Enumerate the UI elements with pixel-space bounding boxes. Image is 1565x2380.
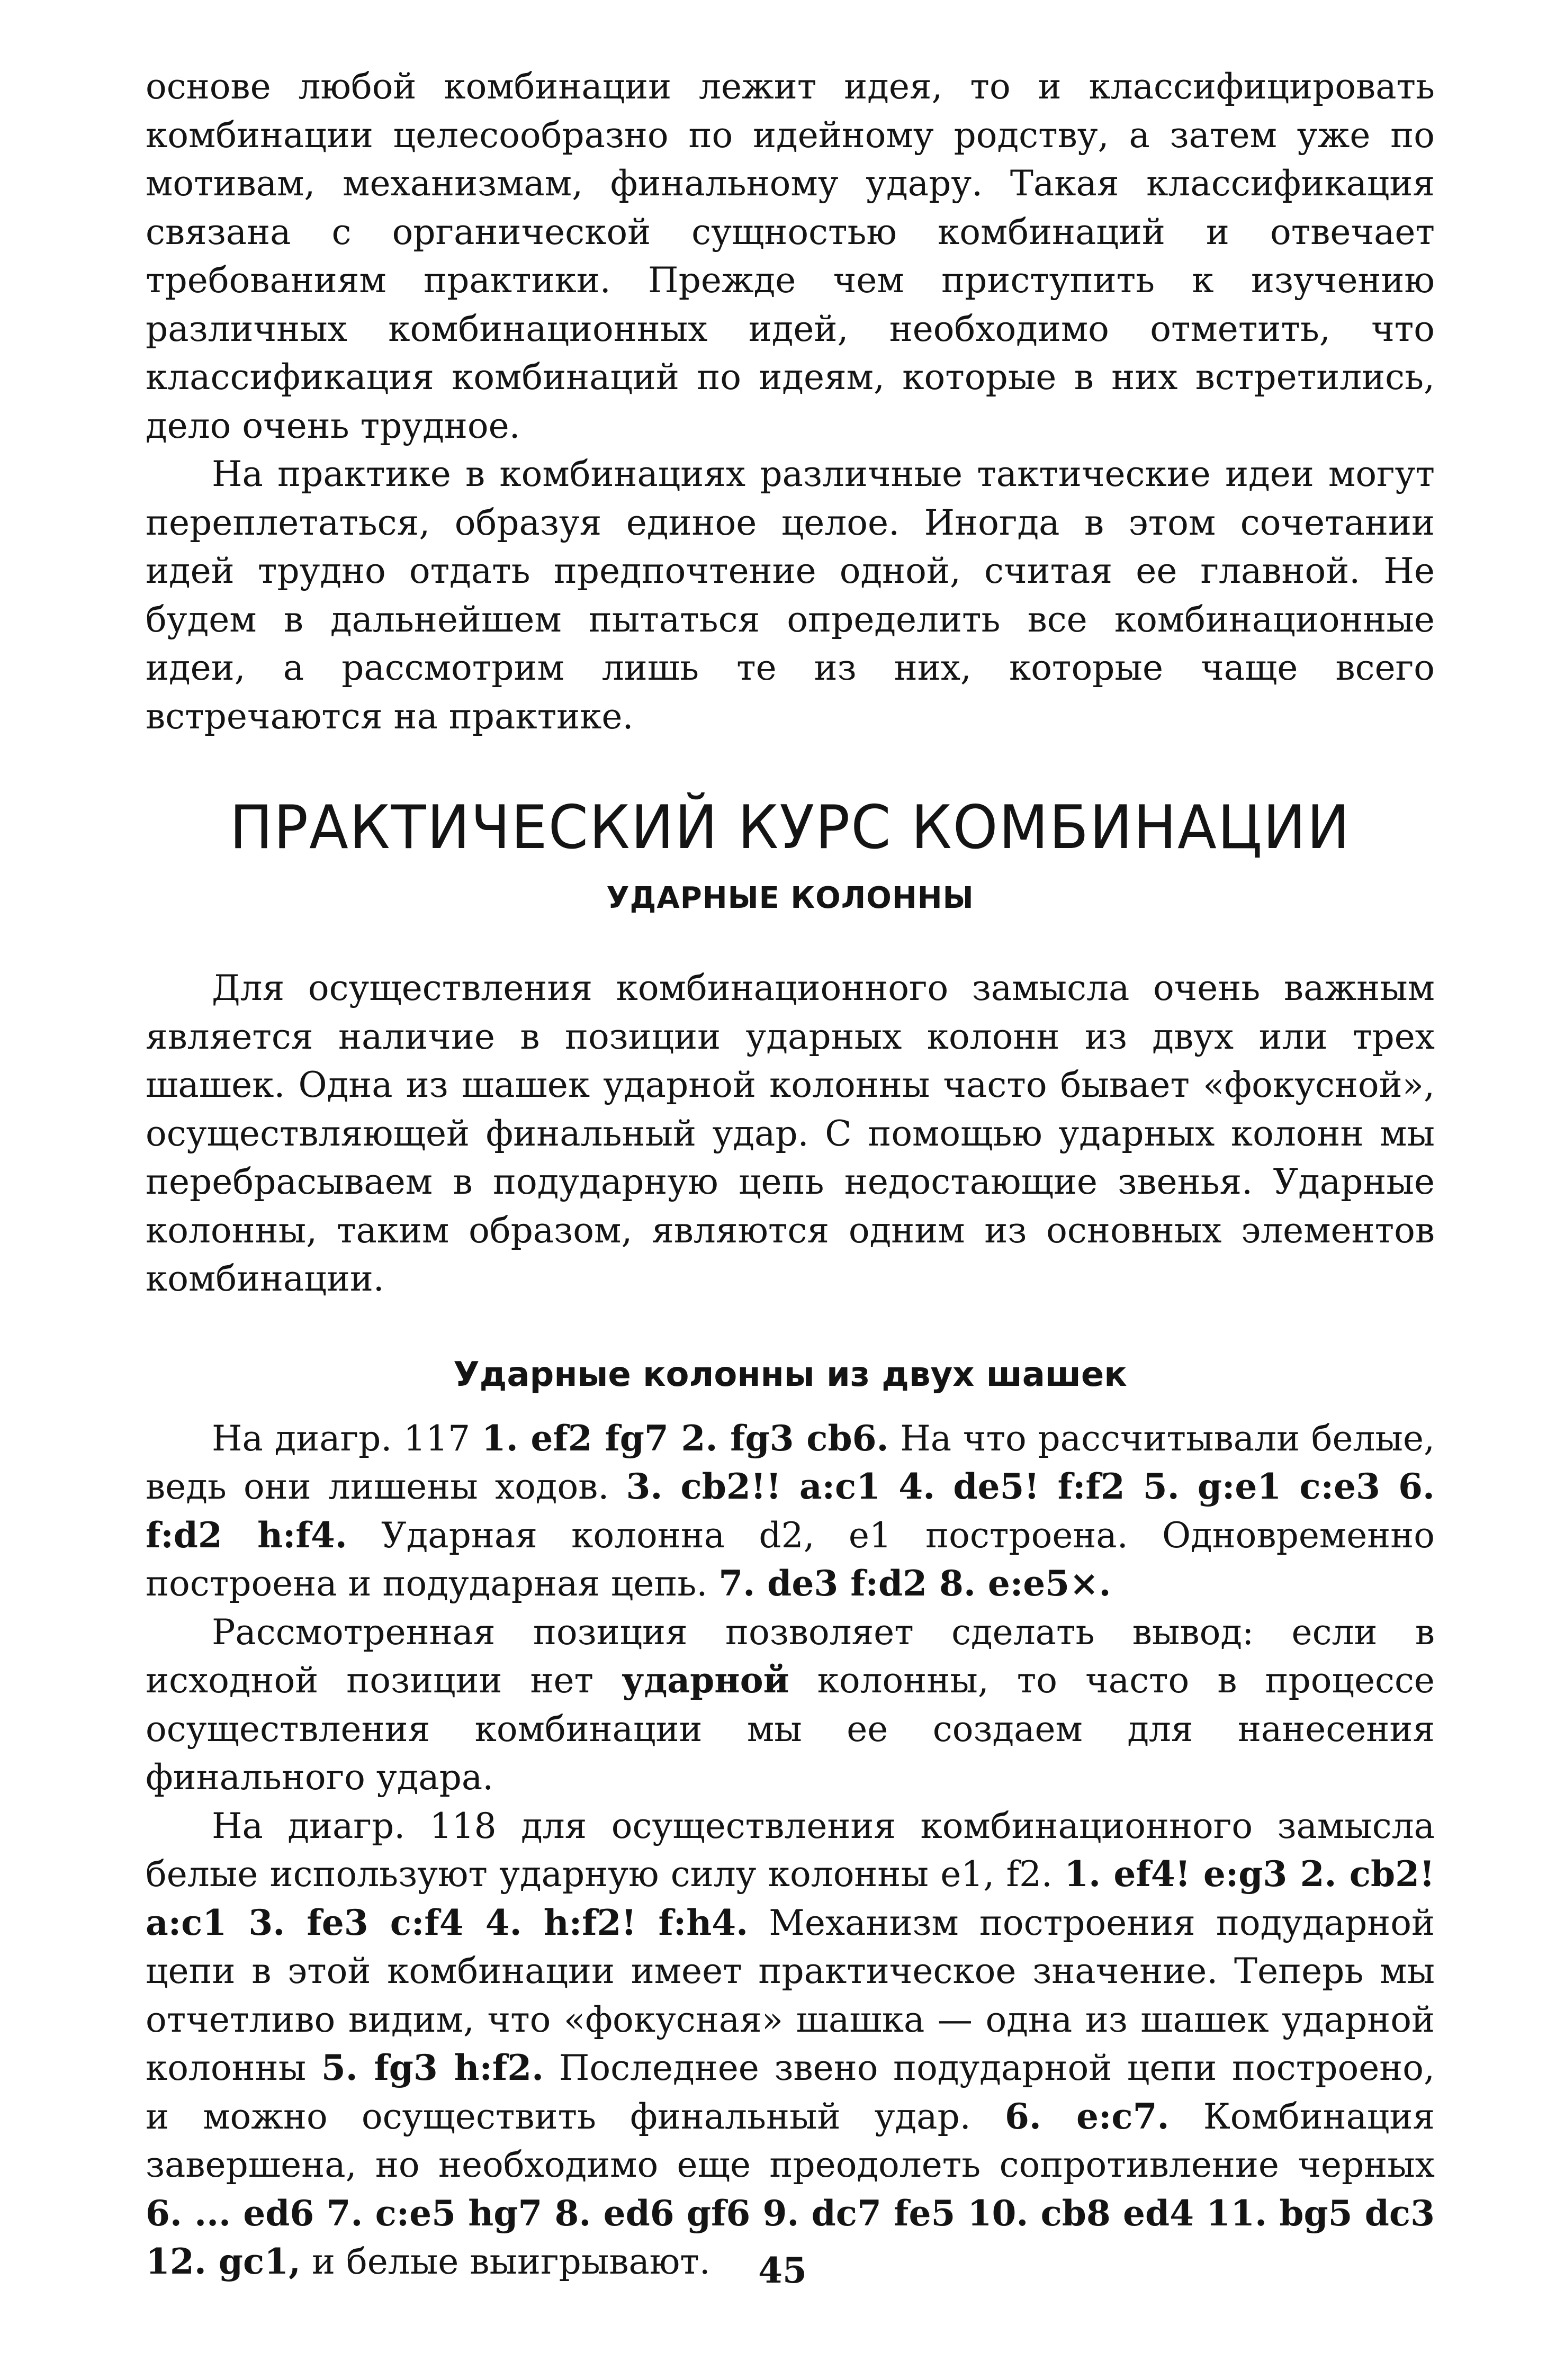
move-notation: 6. ... ed6 7. c:e5 hg7 8. ed6 gf6 9. dc7 fe5 10. cb8 ed4 11. bg5 dc3 12. gc1,: [146, 2192, 1435, 2282]
text-run: Последнее звено подударной цепи построено, и можно осуществить финальный удар.: [146, 2048, 1435, 2137]
move-notation: 6. e:c7.: [1004, 2095, 1170, 2137]
text-run: и белые выигрывают.: [301, 2241, 710, 2282]
page-number: 45: [758, 2250, 807, 2291]
text-run: Комбинация завершена, но необходимо еще преодолеть сопротивление черных: [146, 2096, 1435, 2185]
text-run: На диагр. 117: [212, 1418, 482, 1459]
subsection-title: Ударные колонны из двух шашек: [453, 1355, 1127, 1394]
intro-paragraph-1: основе любой комбинации лежит идея, то и классифицировать комбинации целесообразно по идейному родству, а затем уже по мотивам, механизмам, финальному удару. Такая классификация связана с органической сущностью комбинаций и отвечает требованиям практики. Прежде чем приступить к изучению различных комбинационных идей, необходимо отметить, что классификация комбинаций по идеям, которые в них встретились, дело очень трудное.: [146, 66, 1435, 446]
text-run: колонны, то часто в процессе осуществления комбинации мы ее создаем для нанесения финального удара.: [146, 1660, 1435, 1798]
move-notation: 5. fg3 h:f2.: [321, 2047, 544, 2088]
emphasis: ударной: [622, 1660, 789, 1701]
text-run: Механизм построения подударной цепи в этой комбинации имеет практическое значение. Теперь мы отчетливо видим, что «фокусная» шашка — одна из шашек ударной колонны: [146, 1902, 1435, 2088]
move-notation: 1. ef2 fg7 2. fg3 cb6.: [481, 1417, 889, 1459]
section-title: УДАРНЫЕ КОЛОННЫ: [606, 881, 974, 915]
text-run: На что рассчитывали белые, ведь они лишены ходов.: [146, 1418, 1435, 1507]
subsection-paragraph-3: [146, 1802, 1435, 2286]
text-run: Рассмотренная позиция позволяет сделать вывод: если в исходной позиции нет: [146, 1611, 1435, 1701]
book-page: [146, 62, 1435, 2286]
text-run: На диагр. 118 для осуществления комбинационного замысла белые используют ударную силу колонны e1, f2.: [146, 1805, 1435, 1895]
move-notation: 7. de3 f:d2 8. e:e5×.: [718, 1563, 1111, 1604]
subsection-paragraph-1: [146, 1414, 1435, 1608]
text-run: Ударная колонна d2, e1 построена. Одновременно построена и подударная цепь.: [146, 1514, 1435, 1604]
move-notation: 1. ef4! e:g3 2. cb2! a:c1 3. fe3 c:f4 4. h:f2! f:h4.: [146, 1853, 1435, 1943]
subsection-paragraph-2: [146, 1608, 1435, 1802]
section-paragraph: Для осуществления комбинационного замысла очень важным является наличие в позиции ударных колонн из двух или трех шашек. Одна из шашек ударной колонны часто бывает «фокусной», осуществляющей финальный удар. С помощью ударных колонн мы перебрасываем в подударную цепь недостающие звенья. Ударные колонны, таким образом, являются одним из основных элементов комбинации.: [146, 968, 1435, 1299]
chapter-title: ПРАКТИЧЕСКИЙ КУРС КОМБИНАЦИИ: [229, 792, 1351, 863]
intro-paragraph-2: На практике в комбинациях различные тактические идеи могут переплетаться, образуя единое целое. Иногда в этом сочетании идей трудно отдать предпочтение одной, считая ее главной. Не будем в дальнейшем пытаться определить все комбинационные идеи, а рассмотрим лишь те из них, которые чаще всего встречаются на практике.: [146, 454, 1435, 737]
move-notation: 3. cb2!! a:c1 4. de5! f:f2 5. g:e1 c:e3 6. f:d2 h:f4.: [146, 1466, 1435, 1556]
